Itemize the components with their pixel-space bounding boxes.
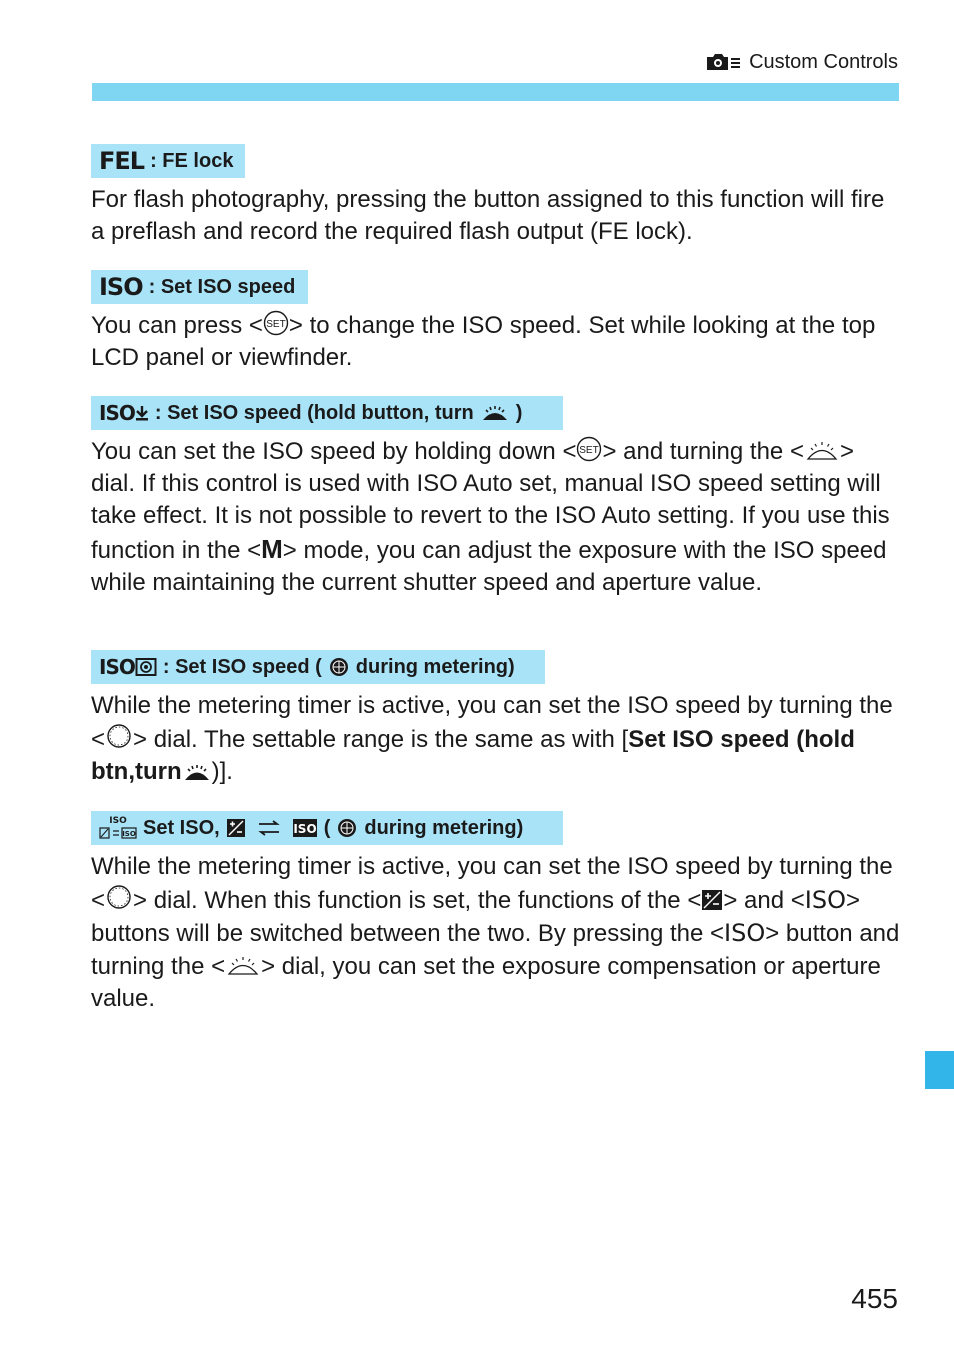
swap-arrows-icon: [252, 818, 286, 838]
chapter-tab: [925, 1051, 954, 1089]
heading-text: : Set ISO speed (hold button, turn: [154, 401, 474, 424]
down-arrow-icon: [135, 404, 149, 422]
body-segment: > dial. When this function is set, the functions of the <: [133, 887, 702, 915]
quick-dial-box-icon: [135, 657, 157, 677]
body-text: [91, 310, 901, 374]
body-segment: You can set the ISO speed by holding down <: [91, 438, 577, 465]
quick-control-dial-icon: [105, 722, 133, 750]
body-text: [91, 851, 901, 1015]
body-segment: > button and turning the <: [91, 920, 900, 980]
iso-button-icon: ISO: [804, 886, 846, 915]
body-segment: )].: [211, 758, 233, 786]
heading-text-end: during metering): [355, 655, 515, 678]
body-segment: > buttons will be switched between the two. By pressing the <: [91, 887, 860, 948]
page-number: 455: [851, 1283, 898, 1314]
heading-text-end: during metering): [364, 816, 524, 839]
body-segment: > dial, you can set the exposure compensation or aperture value.: [91, 952, 881, 1012]
body-segment: > dial. The settable range is the same as with [: [133, 726, 629, 754]
svg-text:SET: SET: [266, 319, 286, 330]
heading-text: : Set ISO speed: [148, 275, 296, 298]
exposure-comp-icon: [226, 818, 246, 838]
svg-text:SET: SET: [579, 445, 600, 456]
iso-icon: ISO: [99, 273, 143, 301]
body-segment: > dial. If this control is used with ISO Auto set, manual ISO speed setting will take effect. It is not possible to revert to the ISO Auto setting. If you use this function in the <: [91, 438, 890, 564]
section-heading: [91, 811, 563, 845]
section-heading: [91, 650, 545, 684]
svg-text:ISO: ISO: [122, 830, 136, 838]
main-dial-outline-icon: [225, 953, 261, 977]
metering-icon: [328, 656, 350, 678]
iso-swap-icon: [99, 816, 137, 840]
metering-icon: [336, 817, 358, 839]
running-header: [705, 50, 898, 74]
exposure-comp-icon: [701, 889, 723, 911]
iso-metering-icon: [99, 655, 157, 679]
main-dial-icon: [480, 404, 510, 422]
body-segment: > to change the ISO speed. Set while looking at the top LCD panel or viewfinder.: [91, 312, 876, 372]
iso-button-icon: ISO: [724, 919, 766, 948]
section-set-iso-metering: [91, 650, 901, 789]
body-bold-segment: Set ISO speed (hold btn,turn: [91, 726, 855, 786]
body-segment: While the metering timer is active, you can set the ISO speed by turning the <: [91, 692, 893, 754]
section-set-iso-speed: [91, 270, 901, 374]
body-segment: > and <: [723, 887, 805, 915]
badge-text: ISO: [99, 401, 135, 425]
section-set-iso-hold: [91, 396, 901, 599]
quick-control-dial-icon: [105, 883, 133, 911]
fel-icon: FEL: [99, 147, 145, 175]
iso-box-icon: [292, 818, 318, 838]
section-fe-lock: [91, 144, 901, 248]
body-segment: While the metering timer is active, you can set the ISO speed by turning the <: [91, 853, 893, 915]
main-dial-outline-icon: [804, 438, 840, 462]
main-dial-icon: [182, 760, 212, 782]
swap-small-icon: [99, 826, 137, 840]
header-section-label: Custom Controls: [749, 51, 898, 73]
body-text: For flash photography, pressing the button assigned to this function will fire a preflash and record the required flash output (FE lock).: [91, 186, 885, 246]
section-heading: [91, 270, 308, 304]
body-text: [91, 436, 901, 599]
manual-mode-icon: M: [261, 533, 283, 564]
camera-custom-controls-icon: [705, 52, 741, 72]
heading-text-mid: (: [323, 816, 331, 839]
heading-text: Set ISO,: [143, 816, 220, 839]
badge-text: ISO: [99, 655, 135, 679]
body-segment: You can press <: [91, 312, 263, 339]
set-button-icon: [263, 310, 289, 336]
body-text: [91, 690, 901, 789]
badge-text: ISO: [109, 816, 127, 826]
heading-text: : Set ISO speed (: [162, 655, 322, 678]
iso-hold-icon: [99, 401, 149, 425]
svg-text:ISO: ISO: [293, 822, 317, 836]
set-button-icon: [576, 436, 602, 462]
body-segment: > mode, you can adjust the exposure with the ISO speed while maintaining the current shutter speed and aperture value.: [91, 536, 887, 596]
heading-text: : FE lock: [150, 149, 234, 172]
section-set-iso-swap: [91, 810, 901, 1015]
section-heading: [91, 144, 245, 178]
body-segment: > and turning the <: [602, 438, 804, 465]
section-heading: [91, 396, 563, 430]
heading-text-end: ): [515, 401, 523, 424]
header-rule: [92, 83, 899, 101]
